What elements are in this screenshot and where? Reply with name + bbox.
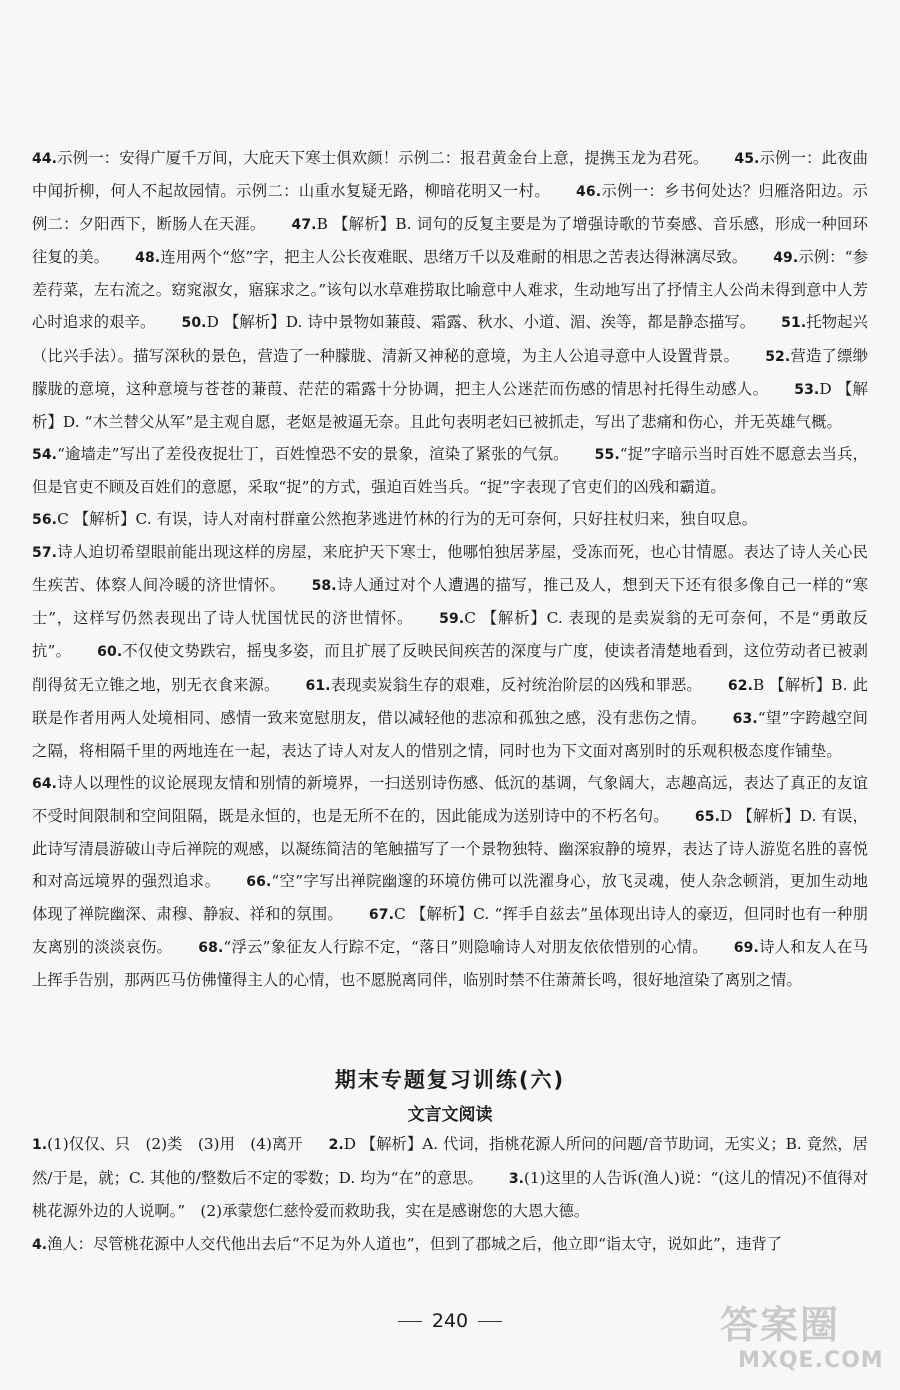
answer-item	[198, 938, 708, 956]
answer-paragraph	[32, 142, 868, 996]
answer-text: 连用两个“悠”字，把主人公长夜难眠、思绪万千以及难耐的相思之苦表达得淋漓尽致。	[160, 248, 748, 267]
answer-block-2	[32, 1128, 868, 1261]
answer-number: 2.	[328, 1137, 344, 1153]
answer-text: 不仅使文势跌宕，摇曳多姿，而且扩展了反映民间疾苦的深度与广度，使读者清楚地看到，这位劳动者已被剥削得贫无立锥之地，别无衣食来源。	[32, 642, 868, 694]
answer-text: “浮云”象征友人行踪不定，“落日”则隐喻诗人对朋友依依惜别的心情。	[223, 938, 708, 957]
answer-text: 示例一：乡书何处达？归雁洛阳边。示例二：夕阳西下，断肠人在天涯。	[32, 182, 868, 234]
answer-number: 57.	[32, 545, 58, 562]
answer-text: “逾墙走”写出了差役夜捉壮丁，百姓惶恐不安的景象，渲染了紧张的气氛。	[57, 444, 569, 463]
answer-number: 53.	[794, 381, 820, 398]
answer-number: 47.	[291, 217, 317, 234]
section-title: 期末专题复习训练(六)	[334, 1068, 566, 1092]
answer-number: 68.	[198, 940, 224, 957]
answer-text: “捉”字暗示当时百姓不愿意去当兵，但是官吏不顾及百姓们的意愿，采取“捉”的方式，强迫百姓当兵。“捉”字表现了官吏们的凶残和霸道。	[32, 444, 868, 496]
answer-item	[32, 1135, 303, 1153]
answer-text: 营造了缥缈朦胧的意境，这种意境与苍苍的蒹葭、茫茫的霜露十分协调，把主人公迷茫而伤感的情思衬托得生动感人。	[32, 346, 868, 398]
answer-text: C 【解析】C. 表现的是卖炭翁的无可奈何，不是“勇敢反抗”。	[32, 609, 868, 661]
answer-number: 45.	[734, 151, 760, 167]
answer-text: 示例一：安得广厦千万间，大庇天下寒士俱欢颜！示例二：报君黄金台上意，提携玉龙为君死。	[57, 149, 709, 167]
answer-number: 59.	[439, 611, 465, 628]
answer-text: 诗人通过对个人遭遇的描写，推己及人，想到天下还有很多像自己一样的“寒士”，这样写仍然表现出了诗人忧国忧民的济世情怀。	[32, 576, 868, 628]
answer-number: 61.	[305, 677, 331, 694]
answer-number: 4.	[32, 1236, 48, 1253]
answer-number: 58.	[311, 578, 337, 595]
answer-text: “望”字跨越空间之隔，将相隔千里的两地连在一起，表达了诗人对友人的惜别之情，同时也为下文面对离别时的乐观积极态度作铺垫。	[32, 708, 868, 760]
watermark-logo	[720, 1302, 890, 1386]
answer-number: 48.	[135, 250, 161, 267]
answer-item	[32, 445, 569, 463]
answer-number: 64.	[32, 775, 58, 792]
answer-text: 渔人：尽管桃花源中人交代他出去后“不足为外人道也”，但到了郡城之后，他立即“诣太守，说如此”，违背了	[47, 1234, 783, 1253]
answer-text: 诗人和友人在马上挥手告别，那两匹马仿佛懂得主人的心情，也不愿脱离同伴，临别时禁不住萧萧长鸣，很好地渲染了离别之情。	[32, 938, 868, 990]
answer-text: D 【解析】D. “木兰替父从军”是主观自愿，老妪是被逼无奈。且此句表明老妇已被抓走，写出了悲痛和伤心，并无英雄气概。	[32, 379, 868, 431]
answer-text: “空”字写出禅院幽邃的环境仿佛可以洗濯身心，放飞灵魂，使人杂念顿消，更加生动地体现了禅院幽深、肃穆、静寂、祥和的氛围。	[32, 872, 868, 924]
answer-number: 65.	[694, 808, 721, 825]
answer-number: 49.	[773, 250, 799, 267]
answer-text: 示例：“参差荇菜，左右流之。窈窕淑女，寤寐求之。”该句以水草难捞取比喻意中人难求，生动地写出了抒情主人公尚未得到意中人芳心时追求的艰辛。	[32, 248, 868, 332]
answer-number: 46.	[576, 184, 602, 201]
answer-item	[135, 248, 747, 266]
answer-text: D 【解析】D. 诗中景物如蒹葭、霜露、秋水、小道、湄、涘等，都是静态描写。	[206, 313, 756, 332]
answer-number: 54.	[32, 446, 58, 463]
answer-text: B 【解析】B. 词句的反复主要是为了增强诗歌的节奏感、音乐感，形成一种回环往复的美。	[32, 215, 868, 267]
answer-text: C 【解析】C. 有误，诗人对南村群童公然抱茅逃进竹林的行为的无可奈何，只好拄杖归来，独自叹息。	[57, 510, 758, 529]
answer-item	[32, 149, 708, 167]
section-subtitle: 文言文阅读	[407, 1105, 493, 1125]
answer-text: 示例一：此夜曲中闻折柳，何人不起故园情。示例二：山重水复疑无路，柳暗花明又一村。	[32, 149, 869, 201]
answer-text: C 【解析】C. “挥手自兹去”虽体现出诗人的豪迈，但同时也有一种朋友离别的淡淡哀伤。	[32, 905, 868, 957]
answer-number: 69.	[733, 940, 759, 957]
answer-text: B 【解析】B. 此联是作者用两人处境相同、感情一致来宽慰朋友，借以减轻他的悲凉和孤独之感，没有悲伤之情。	[32, 675, 868, 727]
answer-text: D 【解析】D. 有误，此诗写清晨游破山寺后禅院的观感，以凝练简洁的笔触描写了一个景物独特、幽深寂静的境界，表达了诗人游览名胜的喜悦和对高远境界的强烈追求。	[32, 806, 868, 891]
answer-item	[32, 1235, 782, 1253]
page-number-dash-right	[478, 1321, 502, 1322]
answer-number: 44.	[32, 151, 58, 167]
answer-number: 50.	[181, 315, 207, 332]
page-number-text: 240	[431, 1310, 469, 1332]
answer-number: 62.	[727, 677, 753, 694]
answer-number: 55.	[594, 446, 620, 463]
answer-number: 52.	[765, 348, 791, 365]
watermark-url: MXQE.COM	[738, 1348, 884, 1373]
answer-number: 1.	[32, 1137, 48, 1153]
answer-number: 66.	[246, 874, 272, 891]
answer-text: 诗人以理性的议论展现友情和别情的新境界，一扫送别诗伤感、低沉的基调，气象阔大，志趣高远，表达了真正的友谊不受时间限制和空间阻隔，既是永恒的，也是无所不在的，因此能成为送别诗中的不朽名句。	[32, 773, 868, 825]
answer-number: 3.	[508, 1170, 524, 1187]
answer-item	[305, 676, 701, 694]
answer-item	[182, 313, 756, 331]
answer-text: D 【解析】A. 代词，指桃花源人所问的问题/音节助词，无实义；B. 竟然，居然/于是，就；C. 其他的/整数后不定的零数；D. 均为“在”的意思。	[32, 1135, 868, 1187]
answer-text: 诗人迫切希望眼前能出现这样的房屋，来庇护天下寒士，他哪怕独居茅屋，受冻而死，也心甘情愿。表达了诗人关心民生疾苦、体察人间冷暖的济世情怀。	[32, 543, 868, 595]
answer-number: 51.	[781, 315, 807, 332]
answer-number: 60.	[97, 644, 123, 661]
answer-text: (1)仅仅、只 (2)类 (3)用 (4)离开	[47, 1135, 303, 1153]
page-number-dash-left	[398, 1321, 422, 1322]
watermark-logo-text: 答案圈	[720, 1303, 841, 1347]
answer-number: 56.	[32, 512, 58, 529]
answer-paragraph-2	[32, 1128, 868, 1261]
answer-number: 67.	[368, 907, 395, 924]
answer-number: 63.	[732, 710, 758, 727]
answer-text: (1)这里的人告诉(渔人)说：“(这儿的情况)不值得对桃花源外边的人说啊。” (2)承蒙您仁慈怜爱而救助我，实在是感谢您的大恩大德。	[32, 1168, 868, 1220]
answer-text: 托物起兴（比兴手法）。描写深秋的景色，营造了一种朦胧、清新又神秘的意境，为主人公追寻意中人设置背景。	[32, 313, 868, 365]
answer-item	[32, 510, 757, 528]
answer-text: 表现卖炭翁生存的艰难，反衬统治阶层的凶残和罪恶。	[330, 675, 702, 694]
answer-block	[32, 142, 868, 996]
